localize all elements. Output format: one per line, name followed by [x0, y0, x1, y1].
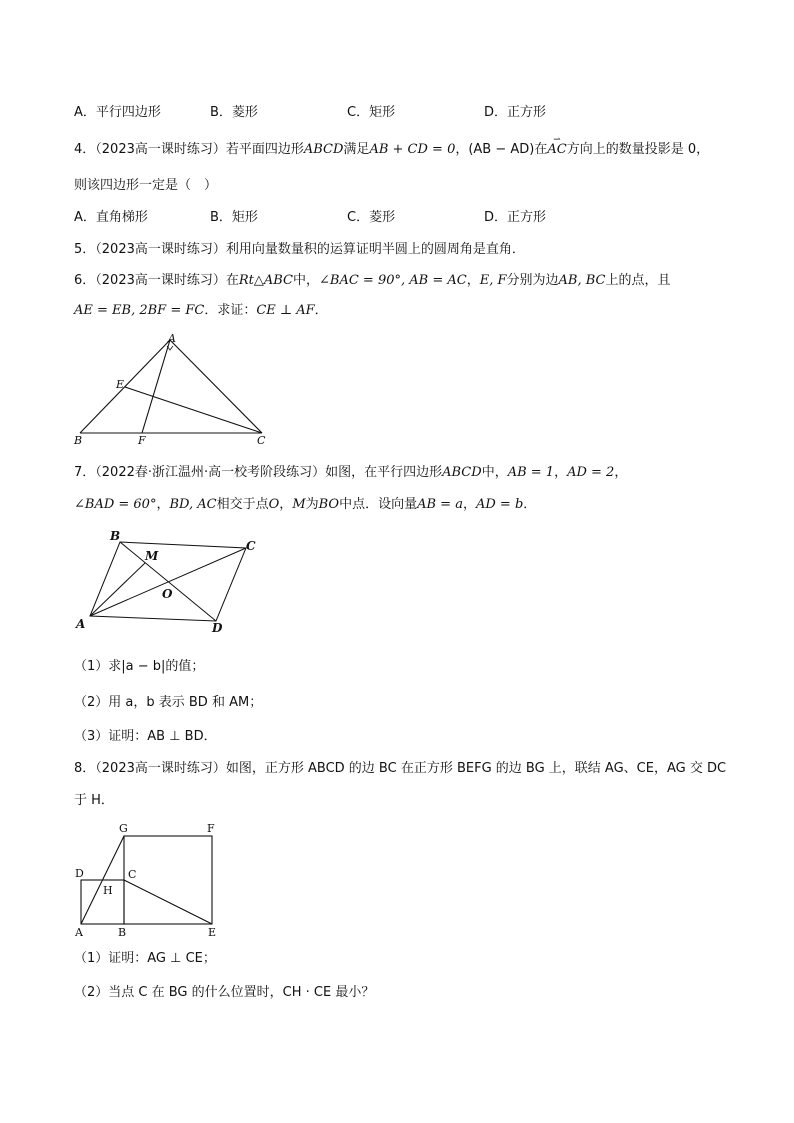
q6-tail3: 上的点，且 [605, 273, 671, 288]
fig8-label-f: F [207, 822, 215, 835]
q6-mid: 中， [293, 273, 320, 288]
fig6-label-f: F [138, 434, 146, 447]
fig8-label-d: D [75, 867, 84, 880]
fig7-label-a: A [76, 617, 86, 631]
q4-line2: 则该四边形一定是（ ） [74, 178, 218, 193]
q7-mid: 中， [481, 465, 508, 480]
fig8-segment-ce [124, 880, 212, 924]
fig8-label-b: B [118, 926, 127, 939]
q7-line2 [74, 496, 536, 514]
q7-point-o: O [268, 497, 280, 512]
fig7-label-c: C [246, 539, 256, 553]
q8-line1: 8．（2023高一课时练习）如图，正方形 ABCD 的边 BC 在正方形 BEFG 的边 BG 上，联结 AG、CE，AG 交 DC [74, 761, 727, 776]
q6-mid2: ．求证： [204, 303, 257, 318]
q7-sub1: （1）求|a − b|的值； [74, 659, 205, 674]
q7-sub2: （2）用 a，b 表示 BD 和 AM； [74, 695, 263, 710]
q8-sub1: （1）证明：AG ⊥ CE； [74, 951, 216, 966]
q7-sep-g: ． [523, 497, 537, 512]
fig8-label-a: A [75, 926, 83, 939]
q7-sep-f: ， [462, 497, 476, 512]
q7-sep-e: 中点．设向量 [339, 497, 418, 512]
fig7-segment-am [90, 563, 145, 616]
figure-q6-triangle [70, 330, 280, 448]
fig7-label-d: D [212, 621, 223, 635]
q5-text: 5．（2023高一课时练习）利用向量数量积的运算证明半圆上的圆周角是直角． [74, 242, 525, 257]
q3-option-c: C．矩形 [347, 105, 396, 120]
fig6-label-b: B [74, 434, 83, 447]
q4-tail: 方向上的数量投影是 0， [566, 142, 710, 157]
q6-condition: ∠BAC = 90°, AB = AC [319, 273, 467, 288]
q7-vector-ad: AD = b [475, 497, 524, 512]
q4-line1 [74, 141, 709, 159]
q6-tail2: 分别为边 [506, 273, 559, 288]
q6-line1 [74, 272, 670, 290]
q4-quad: ABCD [303, 142, 344, 157]
q6-sides: AB, BC [558, 273, 606, 288]
q7-diagonals: BD, AC [169, 497, 217, 512]
q6-points-ef: E, F [479, 273, 507, 288]
q7-sep-d: 为 [305, 497, 319, 512]
q4-eq1: AB + CD = 0 [369, 142, 456, 157]
q7-line1 [74, 464, 627, 482]
q4-option-b: B．矩形 [210, 210, 258, 225]
fig6-side-ac [170, 340, 262, 433]
q7-point-m: M [292, 497, 306, 512]
fig8-label-g: G [119, 822, 128, 835]
q4-mid2: ，(AB − AD)在 [455, 142, 548, 157]
q7-vector-ab: AB = a [417, 497, 463, 512]
fig7-label-m: M [145, 549, 159, 563]
q7-prefix: 7．（2022春·浙江温州·高一校考阶段练习）如图，在平行四边形 [74, 465, 443, 480]
q3-option-a: A．平行四边形 [74, 105, 161, 120]
fig6-segment-ce [125, 387, 262, 433]
q7-end: ， [614, 465, 628, 480]
q8-line2: 于 H． [74, 793, 114, 808]
q6-tail1: ， [466, 273, 480, 288]
q6-given: AE = EB, 2BF = FC [74, 303, 205, 318]
fig8-label-e: E [208, 926, 217, 939]
q8-sub2: （2）当点 C 在 BG 的什么位置时，CH · CE 最小？ [74, 985, 375, 1000]
q4-prefix: 4．（2023高一课时练习）若平面四边形 [74, 142, 304, 157]
q6-line2 [74, 302, 328, 320]
fig8-label-h: H [103, 884, 113, 897]
fig6-label-a: A [168, 332, 176, 345]
q7-quad: ABCD [442, 465, 482, 480]
figure-q8-squares [70, 816, 230, 942]
figure-q7-parallelogram [70, 528, 270, 638]
fig7-label-b: B [110, 529, 121, 543]
q7-comma: ， [554, 465, 568, 480]
fig8-square-befg [124, 836, 212, 924]
fig8-label-c: C [128, 868, 137, 881]
q7-ab: AB = 1 [507, 465, 555, 480]
q7-sep-c: ， [279, 497, 293, 512]
fig6-label-c: C [257, 434, 266, 447]
q7-sep-b: 相交于点 [216, 497, 269, 512]
q3-option-b: B．菱形 [210, 105, 258, 120]
q7-segment-bo: BO [318, 497, 340, 512]
q6-triangle: Rt△ABC [238, 273, 293, 288]
q7-ad: AD = 2 [567, 465, 615, 480]
q7-sub3: （3）证明：AB ⊥ BD． [74, 729, 217, 744]
q7-sep-a: ， [156, 497, 170, 512]
fig6-label-e: E [116, 378, 125, 391]
q6-prefix: 6．（2023高一课时练习）在 [74, 273, 239, 288]
q6-proof-goal: CE ⊥ AF [256, 303, 315, 318]
q4-option-c: C．菱形 [347, 210, 396, 225]
q4-mid1: 满足 [343, 142, 370, 157]
q4-option-a: A．直角梯形 [74, 210, 148, 225]
q7-angle: ∠BAD = 60° [74, 497, 157, 512]
q4-vec-ac: ⇀ AC [547, 141, 566, 159]
q4-option-d: D．正方形 [484, 210, 547, 225]
fig7-label-o: O [162, 587, 173, 601]
q6-end: ． [314, 303, 328, 318]
q3-option-d: D．正方形 [484, 105, 547, 120]
